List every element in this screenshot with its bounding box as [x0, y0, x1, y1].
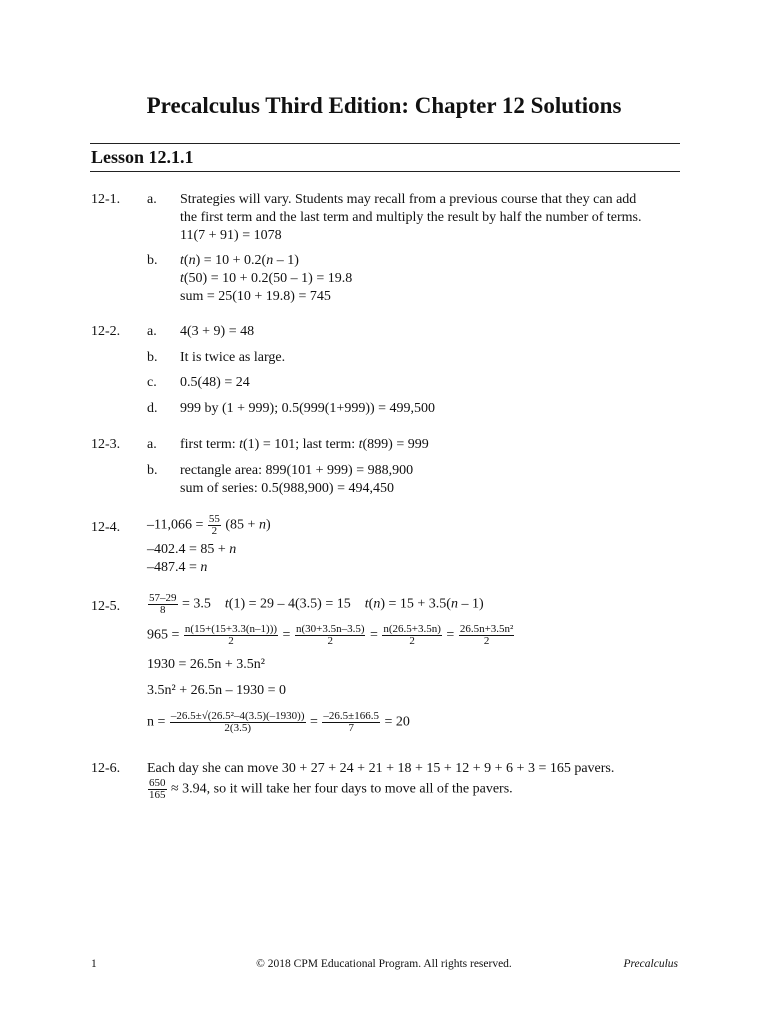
- top-rule: [90, 143, 680, 144]
- answer-equation: sum = 25(10 + 19.8) = 745: [180, 289, 331, 304]
- part-label: d.: [147, 401, 158, 416]
- fraction: $\frac{-26.5\pm 166.5}{7}$: [323, 710, 379, 734]
- answer-text: first term: t(1) = 101; last term: t(899) = 999: [180, 437, 429, 452]
- part-label: c.: [147, 375, 157, 390]
- answer-text: $\frac{650}{165}$ ≈ 3.94, so it will take her four days to move all of the pavers.: [149, 777, 513, 801]
- fraction: $\frac{\text{26.5n+3.5n²}}{2}$: [459, 623, 514, 647]
- page-number: 1: [91, 958, 97, 970]
- fraction: $\frac{n(30+3.5n-3.5)}{2}$: [295, 623, 365, 647]
- part-label: b.: [147, 350, 158, 365]
- problem-number: 12-4.: [91, 520, 121, 535]
- answer-equation: 999 by (1 + 999); 0.5(999(1+999)) = 499,500: [180, 401, 436, 416]
- answer-equation: $\frac{57-29}{8}$ = 3.5 t(1) = 29 – 4(3.5) = 15 t(n) = 15 + 3.5(n – 1): [149, 592, 484, 616]
- answer-text: sum of series: 0.5(988,900) = 494,450: [180, 481, 394, 496]
- answer-equation: 4(3 + 9) = 48: [180, 324, 255, 339]
- page-title: Precalculus Third Edition: Chapter 12 Solutions: [146, 93, 622, 118]
- part-label: a.: [147, 192, 157, 207]
- answer-text: the first term and the last term and multiply the result by half the number of terms.: [180, 210, 642, 225]
- fraction: $\frac{55}{2}$: [208, 513, 220, 537]
- fraction: $\frac{n(26.5+3.5n)}{2}$: [383, 623, 441, 647]
- answer-text: Each day she can move 30 + 27 + 24 + 21 + 18 + 15 + 12 + 9 + 6 + 3 = 165 pavers.: [147, 761, 615, 776]
- answer-text: rectangle area: 899(101 + 999) = 988,900: [180, 463, 414, 478]
- lesson-heading: Lesson 12.1.1: [91, 147, 194, 167]
- answer-equation: –487.4 = n: [147, 560, 208, 575]
- answer-equation: 1930 = 26.5n + 3.5n²: [147, 657, 265, 672]
- fraction: $\frac{n(15+(15+3.3(n-1)))}{2}$: [184, 623, 278, 647]
- answer-equation: –402.4 = 85 + n: [147, 542, 237, 557]
- answer-equation: 3.5n² + 26.5n – 1930 = 0: [147, 683, 286, 698]
- problem-number: 12-6.: [91, 761, 121, 776]
- answer-text: It is twice as large.: [180, 350, 286, 365]
- fraction: $\frac{650}{165}$: [149, 777, 166, 801]
- course-name: Precalculus: [623, 958, 678, 970]
- part-label: b.: [147, 463, 158, 478]
- answer-equation: n = $\frac{\text{–26.5±√(26.5²–4(3.5)(–1930))}}{2(3.5)}$ = $\frac{-26.5\pm 166.5}{7}$ = 20: [147, 710, 410, 734]
- problem-number: 12-2.: [91, 324, 121, 339]
- problem-number: 12-5.: [91, 599, 121, 614]
- fraction: $\frac{\text{–26.5±√(26.5²–4(3.5)(–1930))}}{2(3.5)}$: [170, 710, 305, 734]
- answer-equation: –11,066 = $\frac{55}{2}$ (85 + n): [147, 513, 271, 537]
- answer-equation: 965 = $\frac{n(15+(15+3.3(n-1)))}{2}$ = $\frac{n(30+3.5n-3.5)}{2}$ = $\frac{n(26.5+3.5n)}{2}$ = $\frac{\text{26.5n+3.5n²}}{2}$: [147, 623, 514, 647]
- part-label: a.: [147, 437, 157, 452]
- answer-equation: t(50) = 10 + 0.2(50 – 1) = 19.8: [180, 271, 353, 286]
- answer-equation: 11(7 + 91) = 1078: [180, 228, 282, 243]
- fraction: $\frac{57-29}{8}$: [149, 592, 177, 616]
- answer-equation: t(n) = 10 + 0.2(n – 1): [180, 253, 299, 268]
- copyright-notice: © 2018 CPM Educational Program. All rights reserved.: [256, 958, 512, 970]
- problem-number: 12-3.: [91, 437, 121, 452]
- answer-equation: 0.5(48) = 24: [180, 375, 250, 390]
- problem-number: 12-1.: [91, 192, 121, 207]
- lesson-rule: [90, 171, 680, 172]
- part-label: b.: [147, 253, 158, 268]
- answer-text: Strategies will vary. Students may recall from a previous course that they can add: [180, 192, 637, 207]
- part-label: a.: [147, 324, 157, 339]
